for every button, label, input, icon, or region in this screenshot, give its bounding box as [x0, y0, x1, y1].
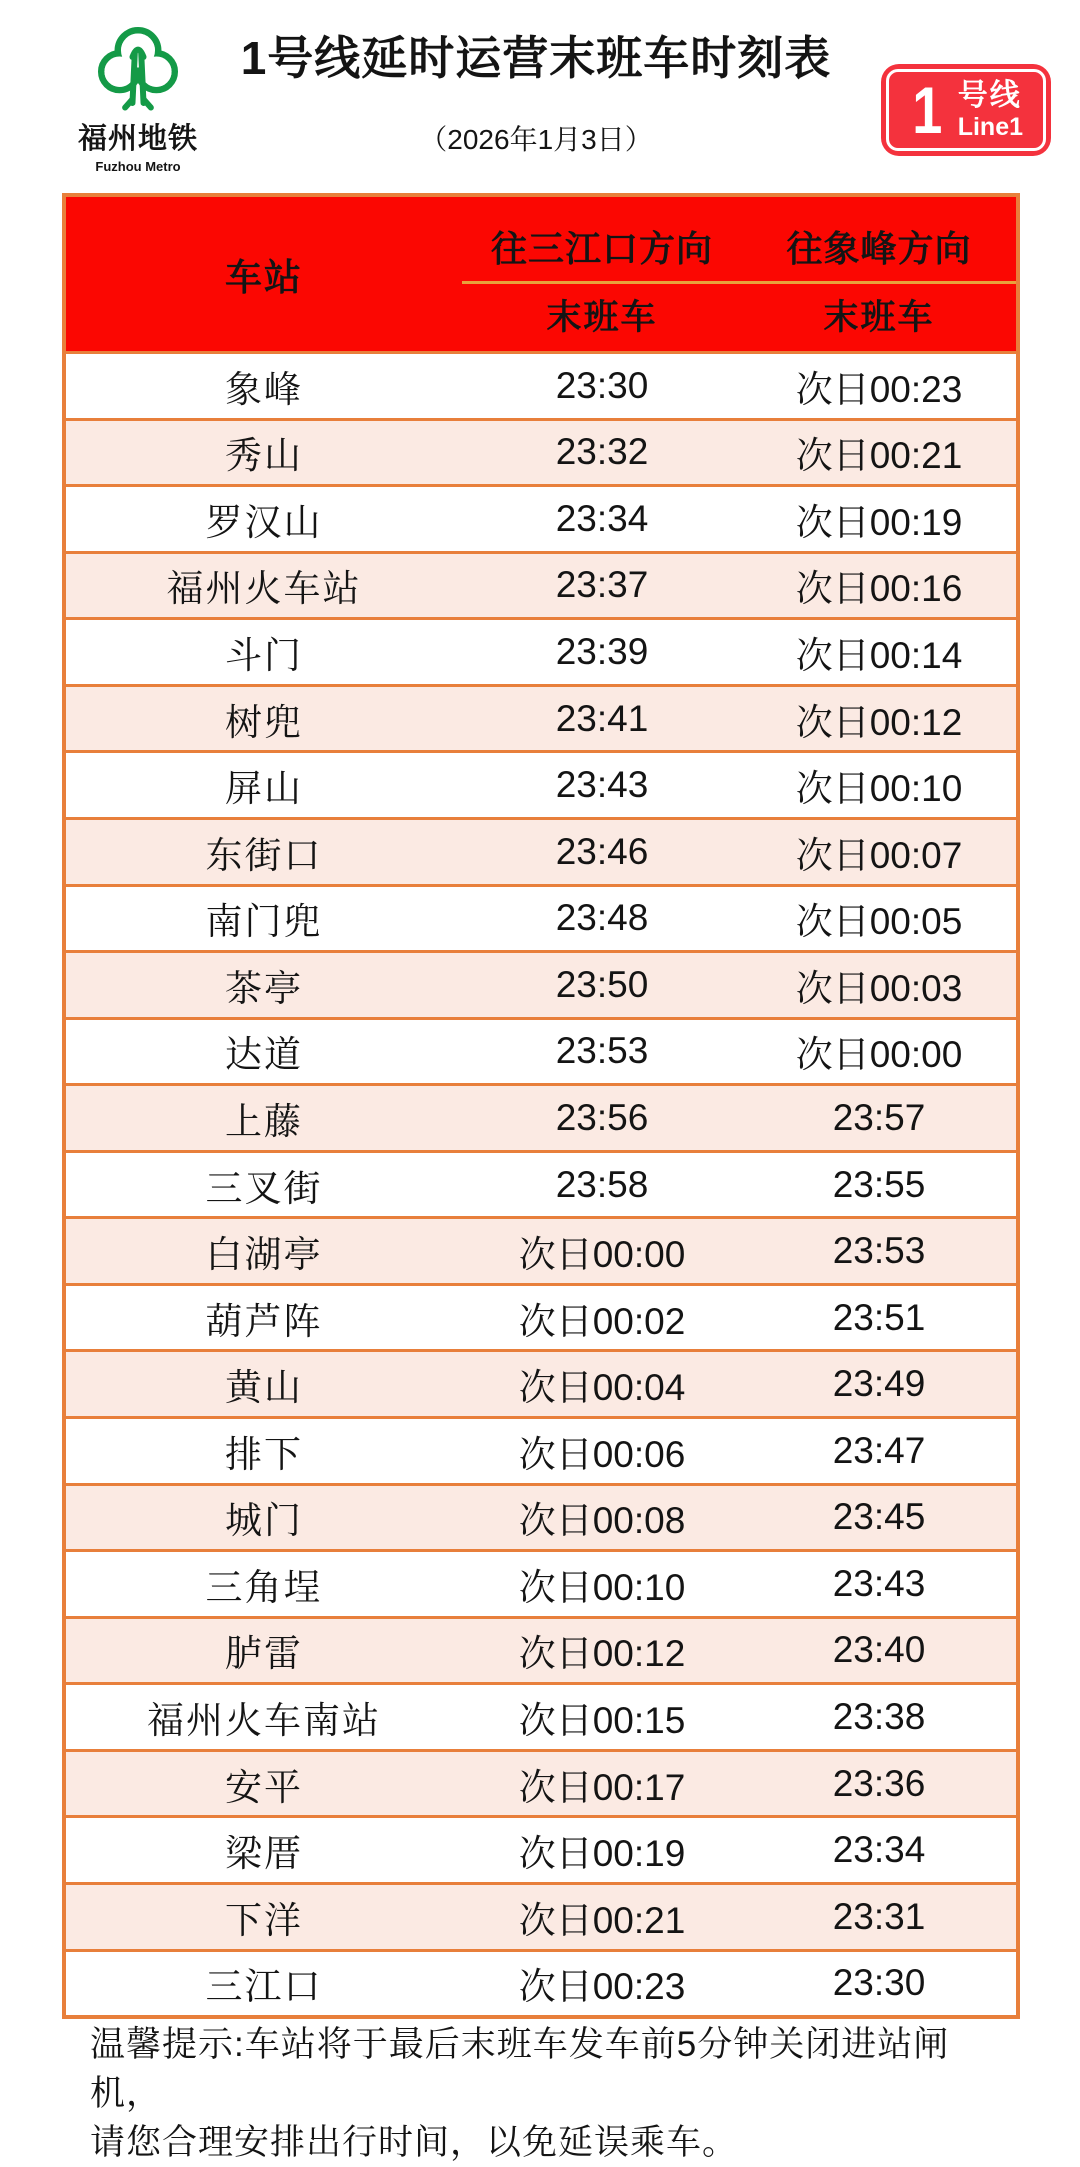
column-header-direction-sanjiangkou: 往三江口方向	[490, 227, 713, 269]
line1-badge-inner	[886, 69, 1046, 151]
table-row	[66, 617, 1016, 684]
station-name: 三叉街	[205, 1167, 323, 1209]
table-row	[66, 1349, 1016, 1416]
table-row	[66, 817, 1016, 884]
table-row	[66, 1749, 1016, 1816]
title-block	[230, 32, 842, 158]
time-to-xiangfeng: 23:43	[832, 1562, 926, 1604]
time-to-xiangfeng: 23:51	[832, 1296, 926, 1338]
table-row	[66, 1483, 1016, 1550]
time-to-sanjiangkou: 23:53	[555, 1030, 649, 1072]
time-to-xiangfeng: 23:31	[832, 1895, 926, 1937]
station-name: 葫芦阵	[205, 1300, 323, 1342]
station-name: 白湖亭	[205, 1234, 323, 1276]
time-to-xiangfeng: 次日00:05	[795, 901, 963, 943]
table-row	[66, 1882, 1016, 1949]
time-to-xiangfeng: 次日00:14	[795, 635, 963, 677]
station-name: 屏山	[225, 768, 303, 810]
time-to-xiangfeng: 次日00:10	[795, 768, 963, 810]
line-name-cn: 号线	[957, 79, 1022, 113]
time-to-xiangfeng: 次日00:21	[795, 435, 963, 477]
time-to-sanjiangkou: 次日00:10	[518, 1566, 686, 1608]
footer-note-line2: 请您合理安排出行时间，以免延误乘车。	[90, 2123, 739, 2162]
time-to-xiangfeng: 次日00:16	[795, 568, 963, 610]
table-row	[66, 1017, 1016, 1084]
station-name: 南门兜	[205, 901, 323, 943]
station-name: 安平	[225, 1766, 303, 1808]
station-name: 斗门	[225, 635, 303, 677]
time-to-xiangfeng: 次日00:03	[795, 967, 963, 1009]
table-body	[66, 351, 1016, 2015]
time-to-xiangfeng: 23:57	[832, 1096, 926, 1138]
fuzhou-metro-logo	[78, 22, 198, 174]
time-to-sanjiangkou: 23:48	[555, 897, 649, 939]
time-to-sanjiangkou: 23:58	[555, 1163, 649, 1205]
time-to-sanjiangkou: 次日00:02	[518, 1300, 686, 1342]
station-name: 三角埕	[205, 1566, 323, 1608]
time-to-xiangfeng: 23:53	[832, 1230, 926, 1272]
time-to-xiangfeng: 次日00:00	[795, 1034, 963, 1076]
timetable	[62, 193, 1020, 2019]
time-to-sanjiangkou: 次日00:15	[518, 1700, 686, 1742]
time-to-sanjiangkou: 次日00:19	[518, 1833, 686, 1875]
footer-note-line1: 温馨提示:车站将于最后末班车发车前5分钟关闭进站闸机，	[90, 2025, 950, 2113]
time-to-sanjiangkou: 23:39	[555, 631, 649, 673]
time-to-xiangfeng: 23:47	[832, 1429, 926, 1471]
time-to-sanjiangkou: 次日00:08	[518, 1500, 686, 1542]
station-name: 黄山	[225, 1367, 303, 1409]
table-row	[66, 418, 1016, 485]
table-row	[66, 750, 1016, 817]
table-row	[66, 351, 1016, 418]
station-name: 达道	[225, 1034, 303, 1076]
station-name: 三江口	[205, 1966, 323, 2008]
table-row	[66, 1549, 1016, 1616]
time-to-sanjiangkou: 次日00:12	[518, 1633, 686, 1675]
time-to-sanjiangkou: 次日00:17	[518, 1766, 686, 1808]
time-to-xiangfeng: 次日00:12	[795, 701, 963, 743]
station-name: 福州火车南站	[147, 1700, 381, 1742]
time-to-sanjiangkou: 23:43	[555, 764, 649, 806]
page-subtitle: （2026年1月3日）	[419, 124, 653, 155]
time-to-xiangfeng: 23:30	[832, 1962, 926, 2004]
page-title: 1号线延时运营末班车时刻表	[240, 32, 832, 84]
time-to-xiangfeng: 23:38	[832, 1696, 926, 1738]
time-to-sanjiangkou: 23:30	[555, 364, 649, 406]
time-to-sanjiangkou: 23:41	[555, 697, 649, 739]
station-name: 福州火车站	[166, 568, 362, 610]
station-name: 象峰	[225, 368, 303, 410]
logo-text-en: Fuzhou Metro	[95, 159, 181, 174]
time-to-xiangfeng: 次日00:19	[795, 501, 963, 543]
table-row	[66, 1150, 1016, 1217]
time-to-sanjiangkou: 次日00:06	[518, 1433, 686, 1475]
logo-text-cn: 福州地铁	[78, 123, 199, 155]
table-row	[66, 1949, 1016, 2016]
station-name: 城门	[225, 1500, 303, 1542]
table-row	[66, 551, 1016, 618]
line1-badge	[881, 64, 1051, 156]
table-row	[66, 1216, 1016, 1283]
table-row	[66, 950, 1016, 1017]
station-name: 罗汉山	[205, 501, 323, 543]
station-name: 东街口	[205, 834, 323, 876]
time-to-sanjiangkou: 23:32	[555, 431, 649, 473]
table-row	[66, 1815, 1016, 1882]
station-name: 茶亭	[225, 967, 303, 1009]
time-to-xiangfeng: 23:34	[832, 1829, 926, 1871]
time-to-sanjiangkou: 次日00:21	[518, 1899, 686, 1941]
time-to-xiangfeng: 23:45	[832, 1496, 926, 1538]
time-to-xiangfeng: 23:55	[832, 1163, 926, 1205]
station-name: 秀山	[225, 435, 303, 477]
table-row	[66, 1416, 1016, 1483]
time-to-sanjiangkou: 23:46	[555, 830, 649, 872]
last-train-label-2: 末班车	[823, 297, 935, 337]
line-name-en: Line1	[957, 112, 1023, 141]
metro-tree-icon	[92, 22, 184, 114]
time-to-sanjiangkou: 23:34	[555, 497, 649, 539]
time-to-xiangfeng: 23:49	[832, 1363, 926, 1405]
time-to-sanjiangkou: 23:50	[555, 963, 649, 1005]
time-to-sanjiangkou: 次日00:00	[518, 1234, 686, 1276]
footer-note	[90, 2020, 1020, 2167]
time-to-xiangfeng: 次日00:07	[795, 834, 963, 876]
time-to-sanjiangkou: 23:37	[555, 564, 649, 606]
table-row	[66, 1682, 1016, 1749]
table-row	[66, 484, 1016, 551]
time-to-xiangfeng: 23:40	[832, 1629, 926, 1671]
table-row	[66, 1283, 1016, 1350]
time-to-xiangfeng: 23:36	[832, 1762, 926, 1804]
line-number: 1	[912, 73, 943, 147]
table-row	[66, 1083, 1016, 1150]
table-row	[66, 1616, 1016, 1683]
station-name: 上藤	[225, 1100, 303, 1142]
time-to-sanjiangkou: 次日00:04	[518, 1367, 686, 1409]
station-name: 排下	[225, 1433, 303, 1475]
station-name: 树兜	[225, 701, 303, 743]
direction-headers	[462, 197, 1016, 351]
time-to-sanjiangkou: 23:56	[555, 1096, 649, 1138]
station-name: 胪雷	[225, 1633, 303, 1675]
station-name: 梁厝	[225, 1833, 303, 1875]
column-header-direction-xiangfeng: 往象峰方向	[786, 227, 972, 269]
station-name: 下洋	[225, 1899, 303, 1941]
column-header-station: 车站	[225, 257, 303, 298]
time-to-sanjiangkou: 次日00:23	[518, 1966, 686, 2008]
table-row	[66, 884, 1016, 951]
last-train-label-1: 末班车	[546, 297, 658, 337]
table-row	[66, 684, 1016, 751]
table-header	[66, 197, 1016, 351]
time-to-xiangfeng: 次日00:23	[795, 368, 963, 410]
